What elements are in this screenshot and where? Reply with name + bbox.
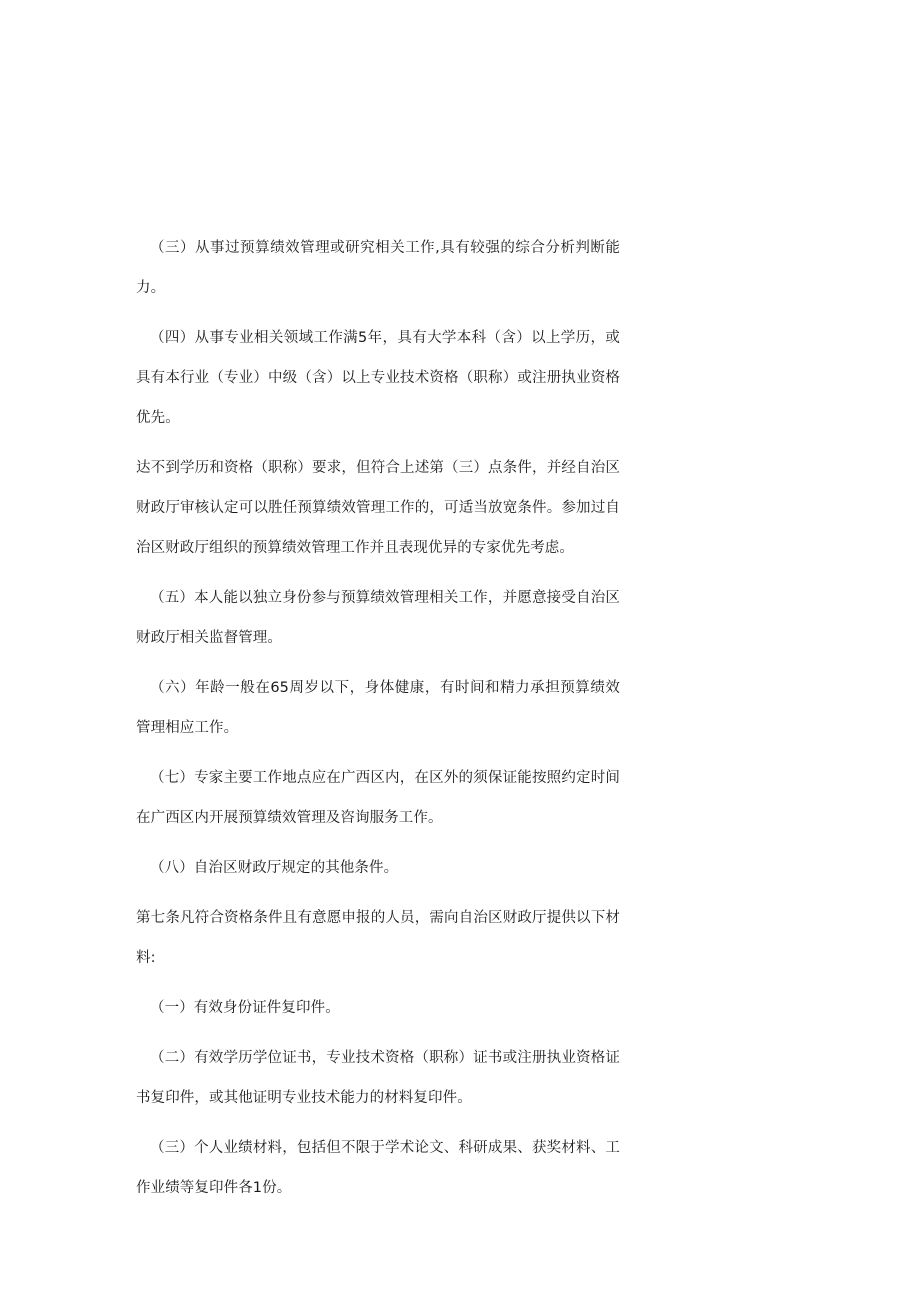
paragraph-qualification-6: （六）年龄一般在65周岁以下，身体健康，有时间和精力承担预算绩效管理相应工作。 — [136, 680, 620, 736]
paragraph-qualification-7: （七）专家主要工作地点应在广西区内，在区外的须保证能按照约定时间在广西区内开展预算绩效管理及咨询服务工作。 — [136, 770, 620, 826]
document-body — [136, 228, 620, 1208]
paragraph-qualification-8: （八）自治区财政厅规定的其他条件。 — [150, 860, 399, 876]
paragraph-qualification-5: （五）本人能以独立身份参与预算绩效管理相关工作，并愿意接受自治区财政厅相关监督管理。 — [136, 590, 620, 646]
paragraph-qualification-4: （四）从事专业相关领域工作满5年，具有大学本科（含）以上学历，或具有本行业（专业）中级（含）以上专业技术资格（职称）或注册执业资格优先。 — [136, 330, 620, 426]
paragraph-relaxed-conditions: 达不到学历和资格（职称）要求，但符合上述第（三）点条件，并经自治区财政厅审核认定可以胜任预算绩效管理工作的，可适当放宽条件。参加过自治区财政厅组织的预算绩效管理工作并且表现优异的专家优先考虑。 — [136, 460, 620, 556]
paragraph-qualification-3: （三）从事过预算绩效管理或研究相关工作,具有较强的综合分析判断能力。 — [136, 240, 620, 296]
paragraph-article-7: 第七条凡符合资格条件且有意愿申报的人员，需向自治区财政厅提供以下材料: — [136, 910, 620, 966]
paragraph-material-3: （三）个人业绩材料，包括但不限于学术论文、科研成果、获奖材料、工作业绩等复印件各1份。 — [136, 1140, 620, 1196]
paragraph-material-2: （二）有效学历学位证书，专业技术资格（职称）证书或注册执业资格证书复印件，或其他证明专业技术能力的材料复印件。 — [136, 1050, 620, 1106]
paragraph-material-1: （一）有效身份证件复印件。 — [150, 1000, 340, 1016]
